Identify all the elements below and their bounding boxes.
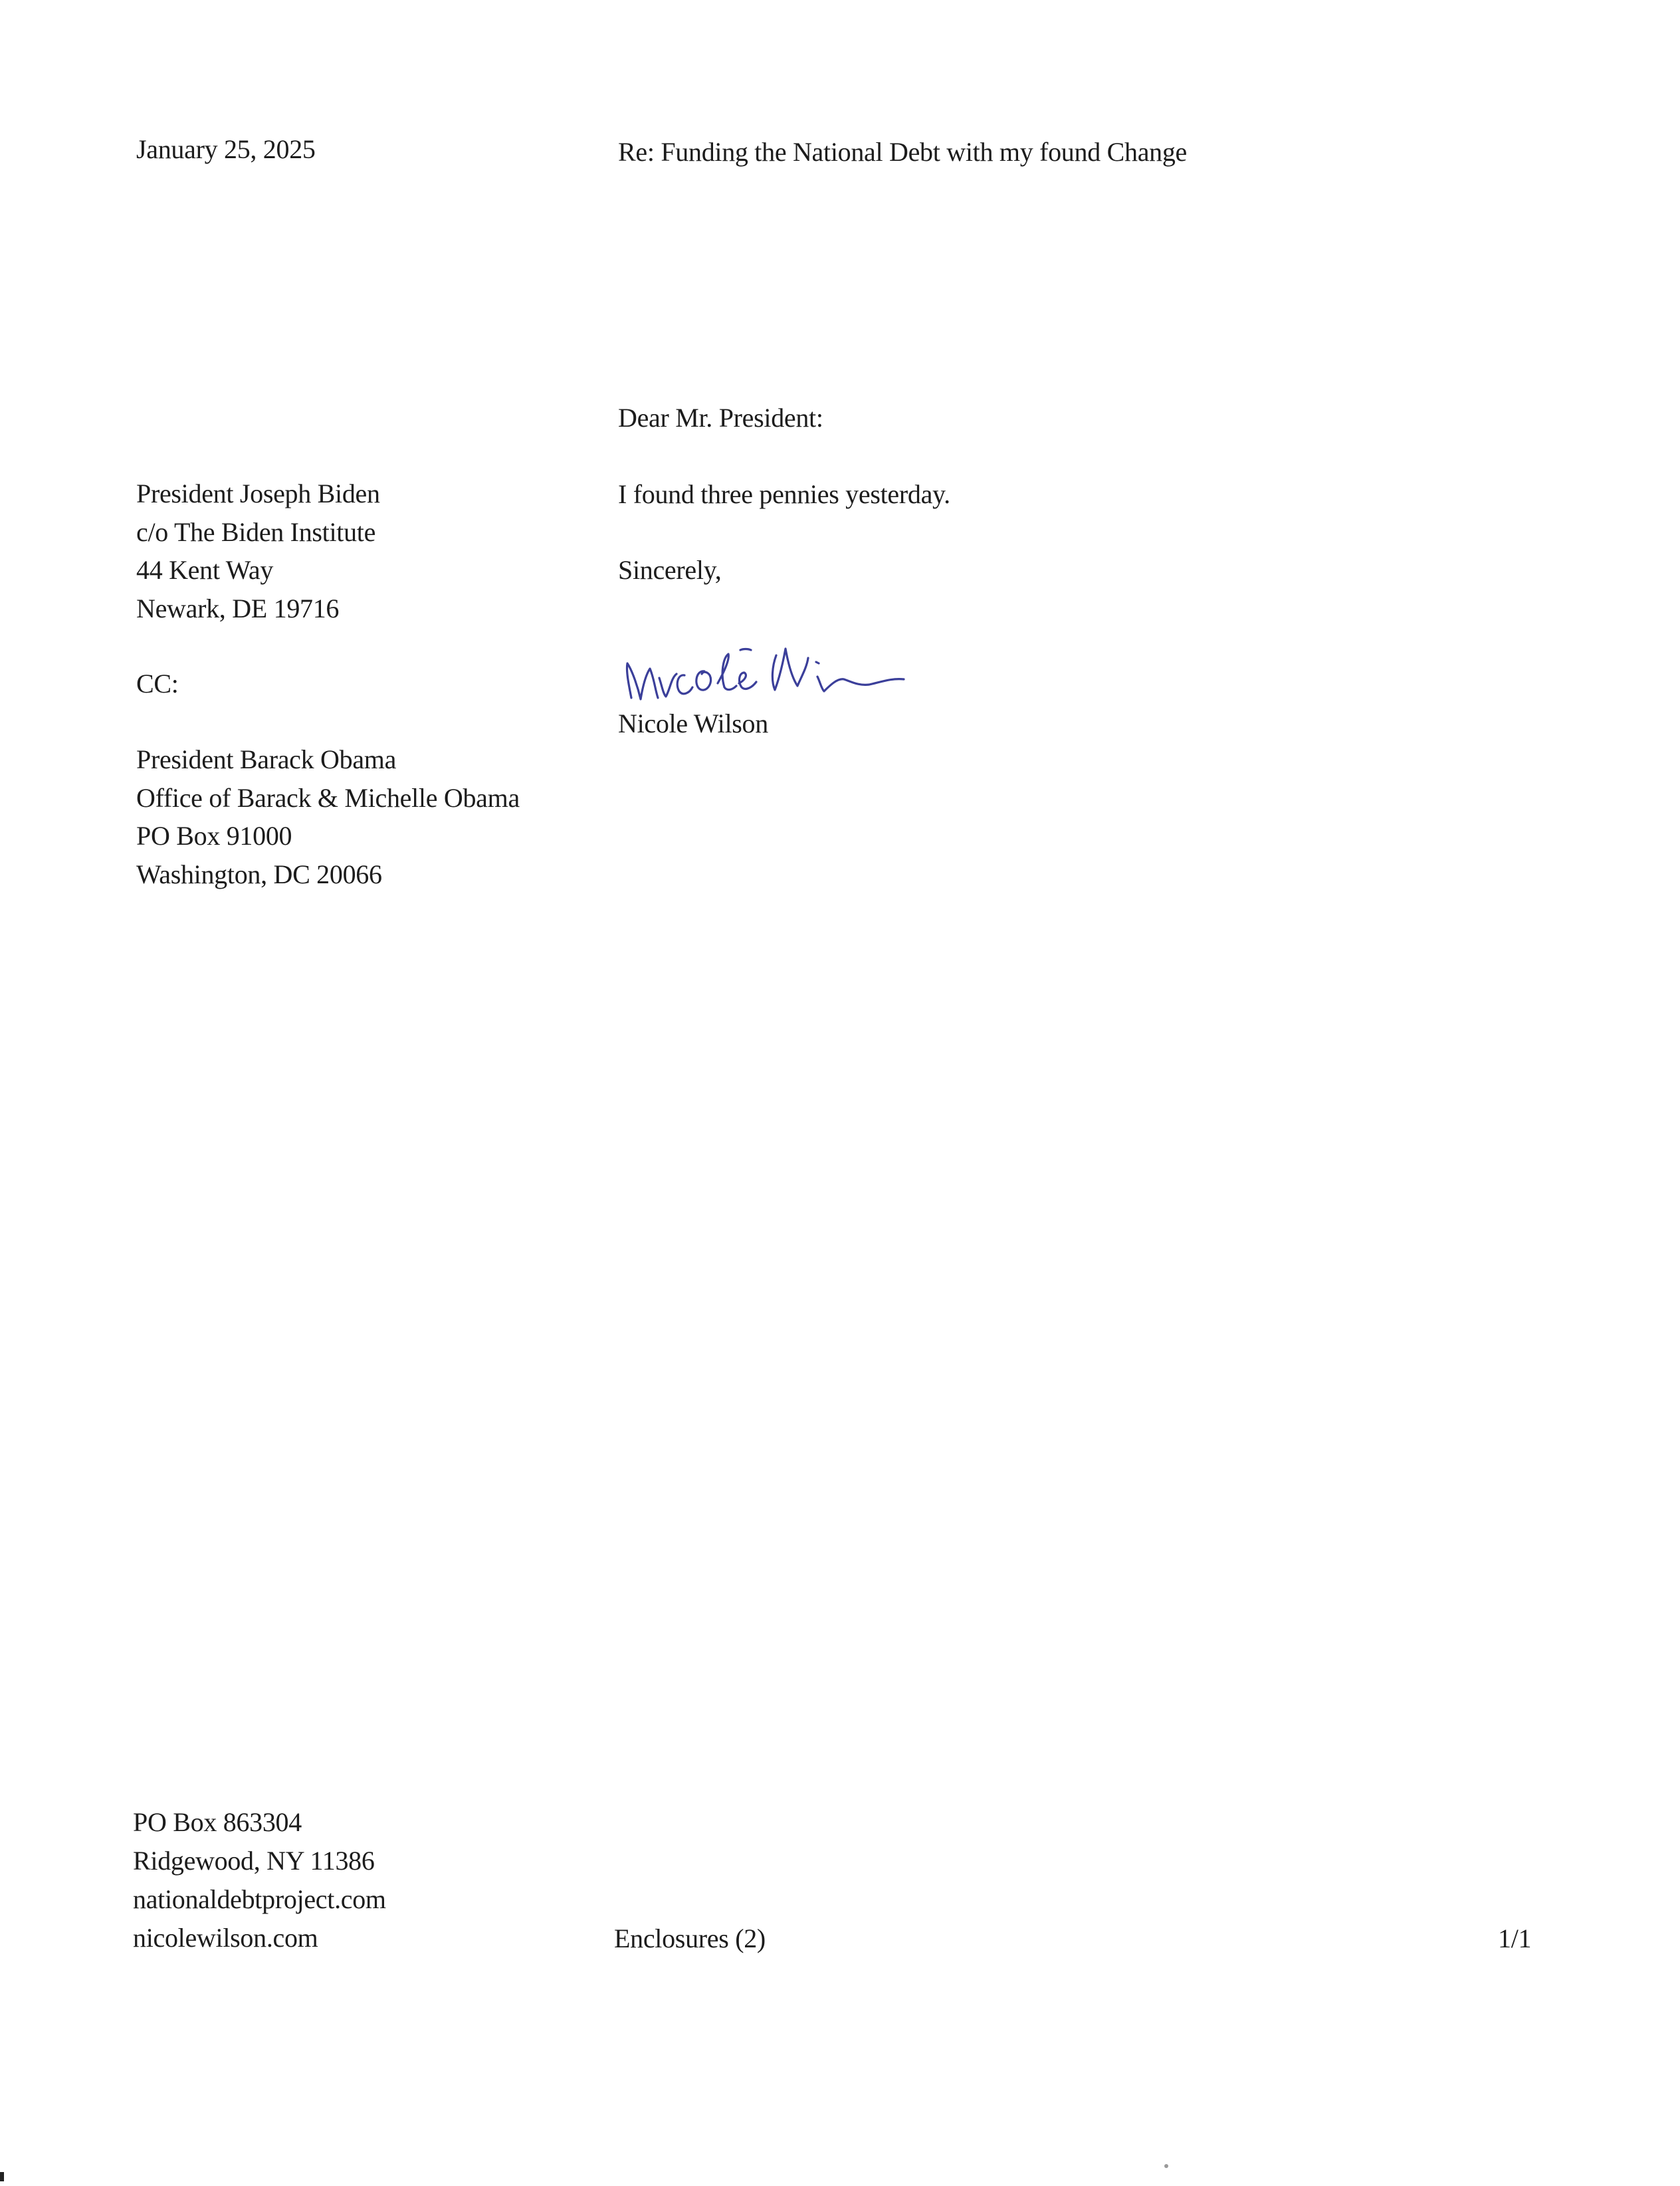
sender-line: Ridgewood, NY 11386 bbox=[133, 1846, 375, 1876]
recipient-line: c/o The Biden Institute bbox=[136, 516, 376, 547]
sender-line: nationaldebtproject.com bbox=[133, 1884, 386, 1914]
salutation: Dear Mr. President: bbox=[618, 403, 823, 433]
scan-artifact bbox=[1164, 2164, 1168, 2168]
recipient-line: Newark, DE 19716 bbox=[136, 593, 340, 623]
signer-name: Nicole Wilson bbox=[618, 709, 768, 738]
letter-body: I found three pennies yesterday. bbox=[618, 479, 950, 509]
recipient-line: President Joseph Biden bbox=[136, 479, 380, 508]
sender-address bbox=[133, 1803, 386, 1957]
cc-address bbox=[136, 740, 520, 893]
scan-artifact bbox=[0, 2172, 4, 2181]
recipient-address bbox=[136, 475, 380, 627]
signature bbox=[618, 625, 930, 711]
recipient-line: 44 Kent Way bbox=[136, 555, 274, 585]
enclosures-note: Enclosures (2) bbox=[614, 1923, 766, 1953]
cc-line: President Barack Obama bbox=[136, 744, 397, 774]
sender-line: PO Box 863304 bbox=[133, 1807, 302, 1837]
closing: Sincerely, bbox=[618, 555, 722, 585]
cc-line: Washington, DC 20066 bbox=[136, 859, 382, 889]
letter-subject: Re: Funding the National Debt with my found Change bbox=[618, 137, 1187, 167]
cc-line: Office of Barack & Michelle Obama bbox=[136, 782, 520, 813]
letter-date: January 25, 2025 bbox=[136, 134, 316, 164]
page-number: 1/1 bbox=[1498, 1923, 1532, 1953]
sender-line: nicolewilson.com bbox=[133, 1923, 318, 1953]
cc-label: CC: bbox=[136, 669, 179, 699]
cc-line: PO Box 91000 bbox=[136, 821, 292, 851]
